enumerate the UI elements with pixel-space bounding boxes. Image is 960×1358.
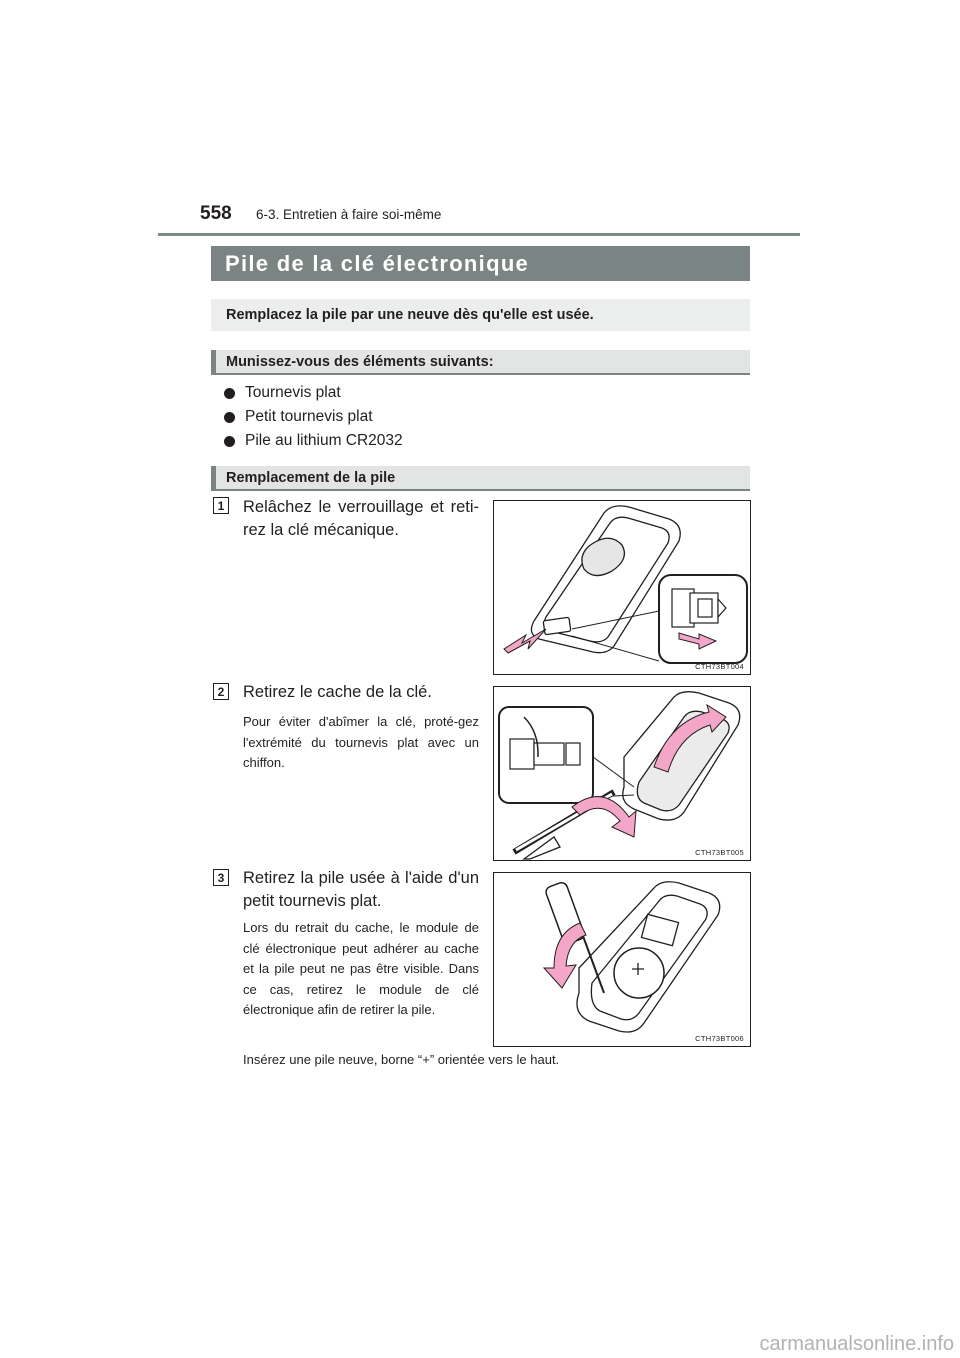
step-1-title: Relâchez le verrouillage et reti-rez la clé mécanique. — [243, 498, 479, 539]
items-list — [224, 381, 403, 453]
list-item: Petit tournevis plat — [224, 405, 403, 429]
figure-code: CTH73BT005 — [695, 848, 744, 857]
subheading-items-needed: Munissez-vous des éléments suivants: — [211, 350, 750, 375]
page-number: 558 — [200, 203, 232, 224]
step-3-note: Lors du retrait du cache, le module de clé électronique peut adhérer au cache et la pile peut ne pas être visible. Dans ce cas, retirez le module de clé électronique afin de retirer la pile. — [243, 920, 479, 1017]
bullet-icon — [224, 436, 235, 447]
list-item: Tournevis plat — [224, 381, 403, 405]
step-2-note: Pour éviter d'abîmer la clé, proté-gez l'extrémité du tournevis plat avec un chiffon. — [243, 714, 479, 770]
subheading-replacement: Remplacement de la pile — [211, 466, 750, 491]
bullet-icon — [224, 412, 235, 423]
section-reference: 6-3. Entretien à faire soi-même — [256, 207, 442, 222]
step-number-3: 3 — [213, 869, 229, 886]
footnote-insert-battery: Insérez une pile neuve, borne “+” orientée vers le haut. — [243, 1052, 560, 1067]
figure-code: CTH73BT004 — [695, 662, 744, 671]
key-cover-removal-illustration — [494, 687, 750, 860]
page-title: Pile de la clé électronique — [211, 246, 750, 281]
step-3-title: Retirez la pile usée à l'aide d'un petit tournevis plat. — [243, 869, 479, 910]
list-item: Pile au lithium CR2032 — [224, 429, 403, 453]
step-number-2: 2 — [213, 683, 229, 700]
step-number-1: 1 — [213, 497, 229, 514]
key-remove-mechanical-illustration — [494, 501, 750, 674]
bullet-icon — [224, 388, 235, 399]
header-divider — [158, 233, 800, 236]
intro-text: Remplacez la pile par une neuve dès qu'elle est usée. — [211, 299, 750, 331]
figure-step-2 — [493, 686, 751, 861]
battery-removal-illustration — [494, 873, 750, 1046]
step-2-title: Retirez le cache de la clé. — [243, 683, 432, 701]
watermark: carmanualsonline.info — [759, 1333, 954, 1355]
figure-step-1 — [493, 500, 751, 675]
figure-code: CTH73BT006 — [695, 1034, 744, 1043]
figure-step-3 — [493, 872, 751, 1047]
